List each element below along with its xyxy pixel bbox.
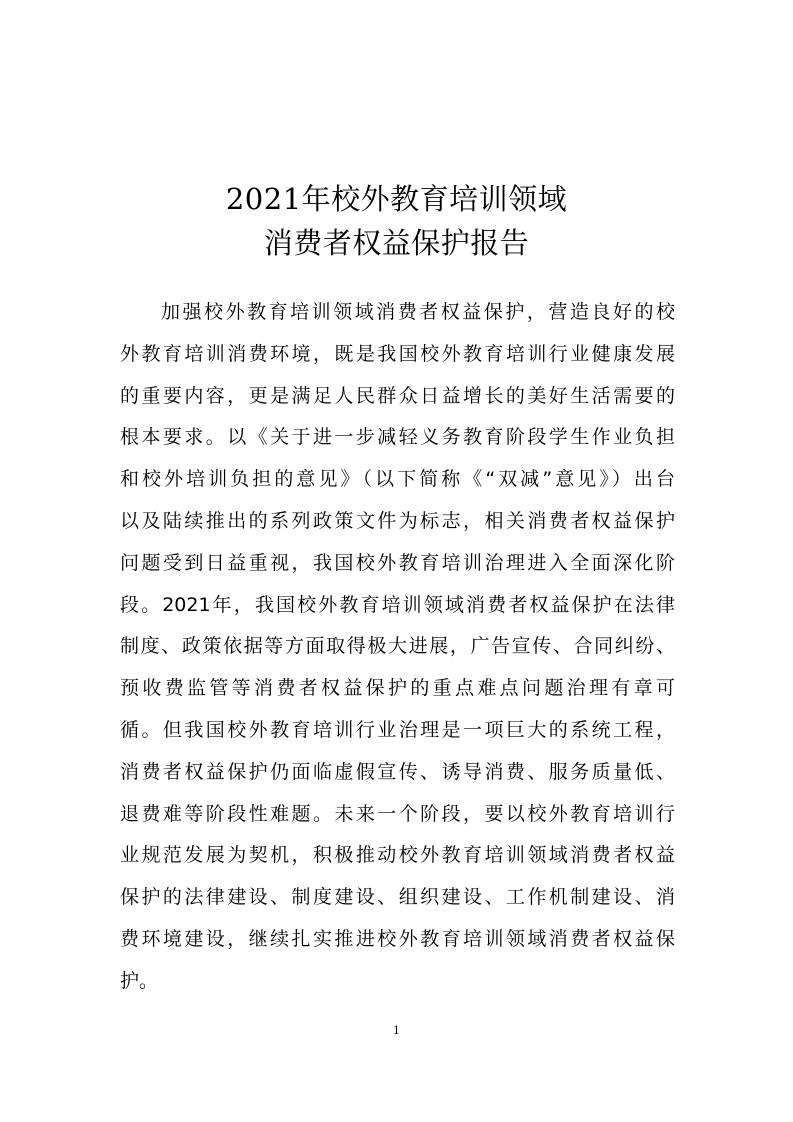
paragraph-line: 加强校外教育培训领域消费者权益保护，营造良好的校 xyxy=(161,301,675,323)
paragraph-line: 消费者权益保护仍面临虚假宣传、诱导消费、服务质量低、 xyxy=(120,760,675,783)
paragraph-line: 制度、政策依据等方面取得极大进展，广告宣传、合同纠纷、 xyxy=(120,635,675,658)
paragraph-line: 护。 xyxy=(120,969,159,992)
paragraph-line: 预收费监管等消费者权益保护的重点难点问题治理有章可 xyxy=(120,677,675,700)
paragraph-line: 保护的法律建设、制度建设、组织建设、工作机制建设、消 xyxy=(120,886,675,909)
paragraph-line: 和校外培训负担的意见》（以下简称《“双减”意见》）出台 xyxy=(120,468,675,491)
paragraph-line: 的重要内容，更是满足人民群众日益增长的美好生活需要的 xyxy=(120,384,675,407)
paragraph-line: 问题受到日益重视，我国校外教育培训治理进入全面深化阶 xyxy=(120,551,675,574)
paragraph-line: 循。但我国校外教育培训行业治理是一项巨大的系统工程， xyxy=(120,718,675,741)
paragraph-line: 业规范发展为契机，积极推动校外教育培训领域消费者权益 xyxy=(120,844,675,867)
paragraph-line: 退费难等阶段性难题。未来一个阶段，要以校外教育培训行 xyxy=(120,802,675,825)
document-title-line-2: 消费者权益保护报告 xyxy=(263,226,530,260)
paragraph-line: 根本要求。以《关于进一步减轻义务教育阶段学生作业负担 xyxy=(120,426,675,449)
paragraph-line: 外教育培训消费环境，既是我国校外教育培训行业健康发展 xyxy=(120,342,675,365)
paragraph-line: 费环境建设，继续扎实推进校外教育培训领域消费者权益保 xyxy=(120,927,675,950)
document-title-line-1: 2021年校外教育培训领域 xyxy=(225,182,568,216)
paragraph-line: 段。2021年，我国校外教育培训领域消费者权益保护在法律 xyxy=(120,593,675,616)
paragraph-line: 以及陆续推出的系列政策文件为标志，相关消费者权益保护 xyxy=(120,509,675,532)
page-number: 1 xyxy=(393,1024,400,1037)
document-body-paragraph xyxy=(120,292,675,1003)
